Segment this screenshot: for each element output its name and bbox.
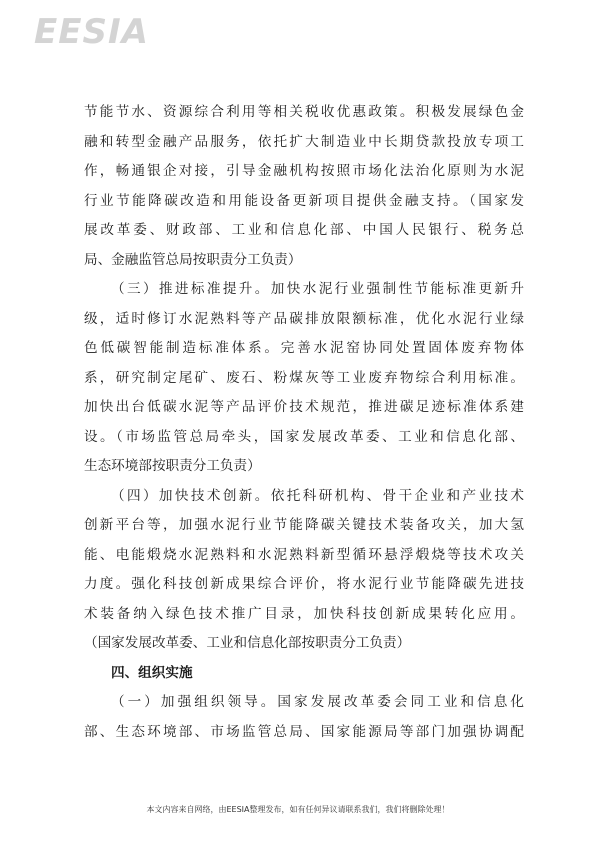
text-line: 术装备纳入绿色技术推广目录，加快科技创新成果转化应用。 (84, 605, 524, 622)
text-line: 色低碳智能制造标准体系。完善水泥窑协同处置固体废弃物体 (84, 340, 524, 356)
text-line: 系，研究制定尾矿、废石、粉煤灰等工业废弃物综合利用标准。 (84, 369, 524, 386)
text-line: 力度。强化科技创新成果综合评价，将水泥行业节能降碳先进技 (84, 576, 524, 592)
section-heading: 四、组织实施 (111, 664, 193, 681)
text-line: （四）加快技术创新。依托科研机构、骨干企业和产业技术 (111, 487, 524, 504)
text-line: 行业节能降碳改造和用能设备更新项目提供金融支持。（国家发 (84, 192, 524, 209)
text-line: 创新平台等，加强水泥行业节能降碳关键技术装备攻关，加大氢 (84, 517, 524, 533)
text-line: 部、生态环境部、市场监管总局、国家能源局等部门加强协调配 (84, 723, 524, 740)
text-line: （三）推进标准提升。加快水泥行业强制性节能标准更新升 (111, 281, 524, 297)
text-line: 节能节水、资源综合利用等相关税收优惠政策。积极发展绿色金 (84, 104, 524, 120)
text-line: 加快出台低碳水泥等产品评价技术规范，推进碳足迹标准体系建 (84, 399, 524, 415)
text-line: （一）加强组织领导。国家发展改革委会同工业和信息化 (111, 694, 524, 710)
text-line: 级，适时修订水泥熟料等产品碳排放限额标准，优化水泥行业绿 (84, 310, 524, 327)
text-line: 生态环境部按职责分工负责） (84, 458, 261, 474)
text-line: 能、电能煅烧水泥熟料和水泥熟料新型循环悬浮煅烧等技术攻关 (84, 546, 524, 563)
eesia-logo: EESIA (34, 12, 149, 52)
text-line: （国家发展改革委、工业和信息化部按职责分工负责） (84, 635, 411, 651)
document-body (84, 98, 524, 747)
text-line: 展改革委、财政部、工业和信息化部、中国人民银行、税务总 (84, 222, 524, 238)
text-line: 作，畅通银企对接，引导金融机构按照市场化法治化原则为水泥 (84, 163, 524, 179)
text-line: 局、金融监管总局按职责分工负责） (84, 251, 302, 268)
text-line: 设。（市场监管总局牵头，国家发展改革委、工业和信息化部、 (84, 428, 524, 445)
footer-disclaimer: 本文内容来自网络，由EESIA整理发布，如有任何异议请联系我们，我们将删除处理！ (146, 805, 450, 814)
text-line: 融和转型金融产品服务，依托扩大制造业中长期贷款投放专项工 (84, 133, 524, 150)
